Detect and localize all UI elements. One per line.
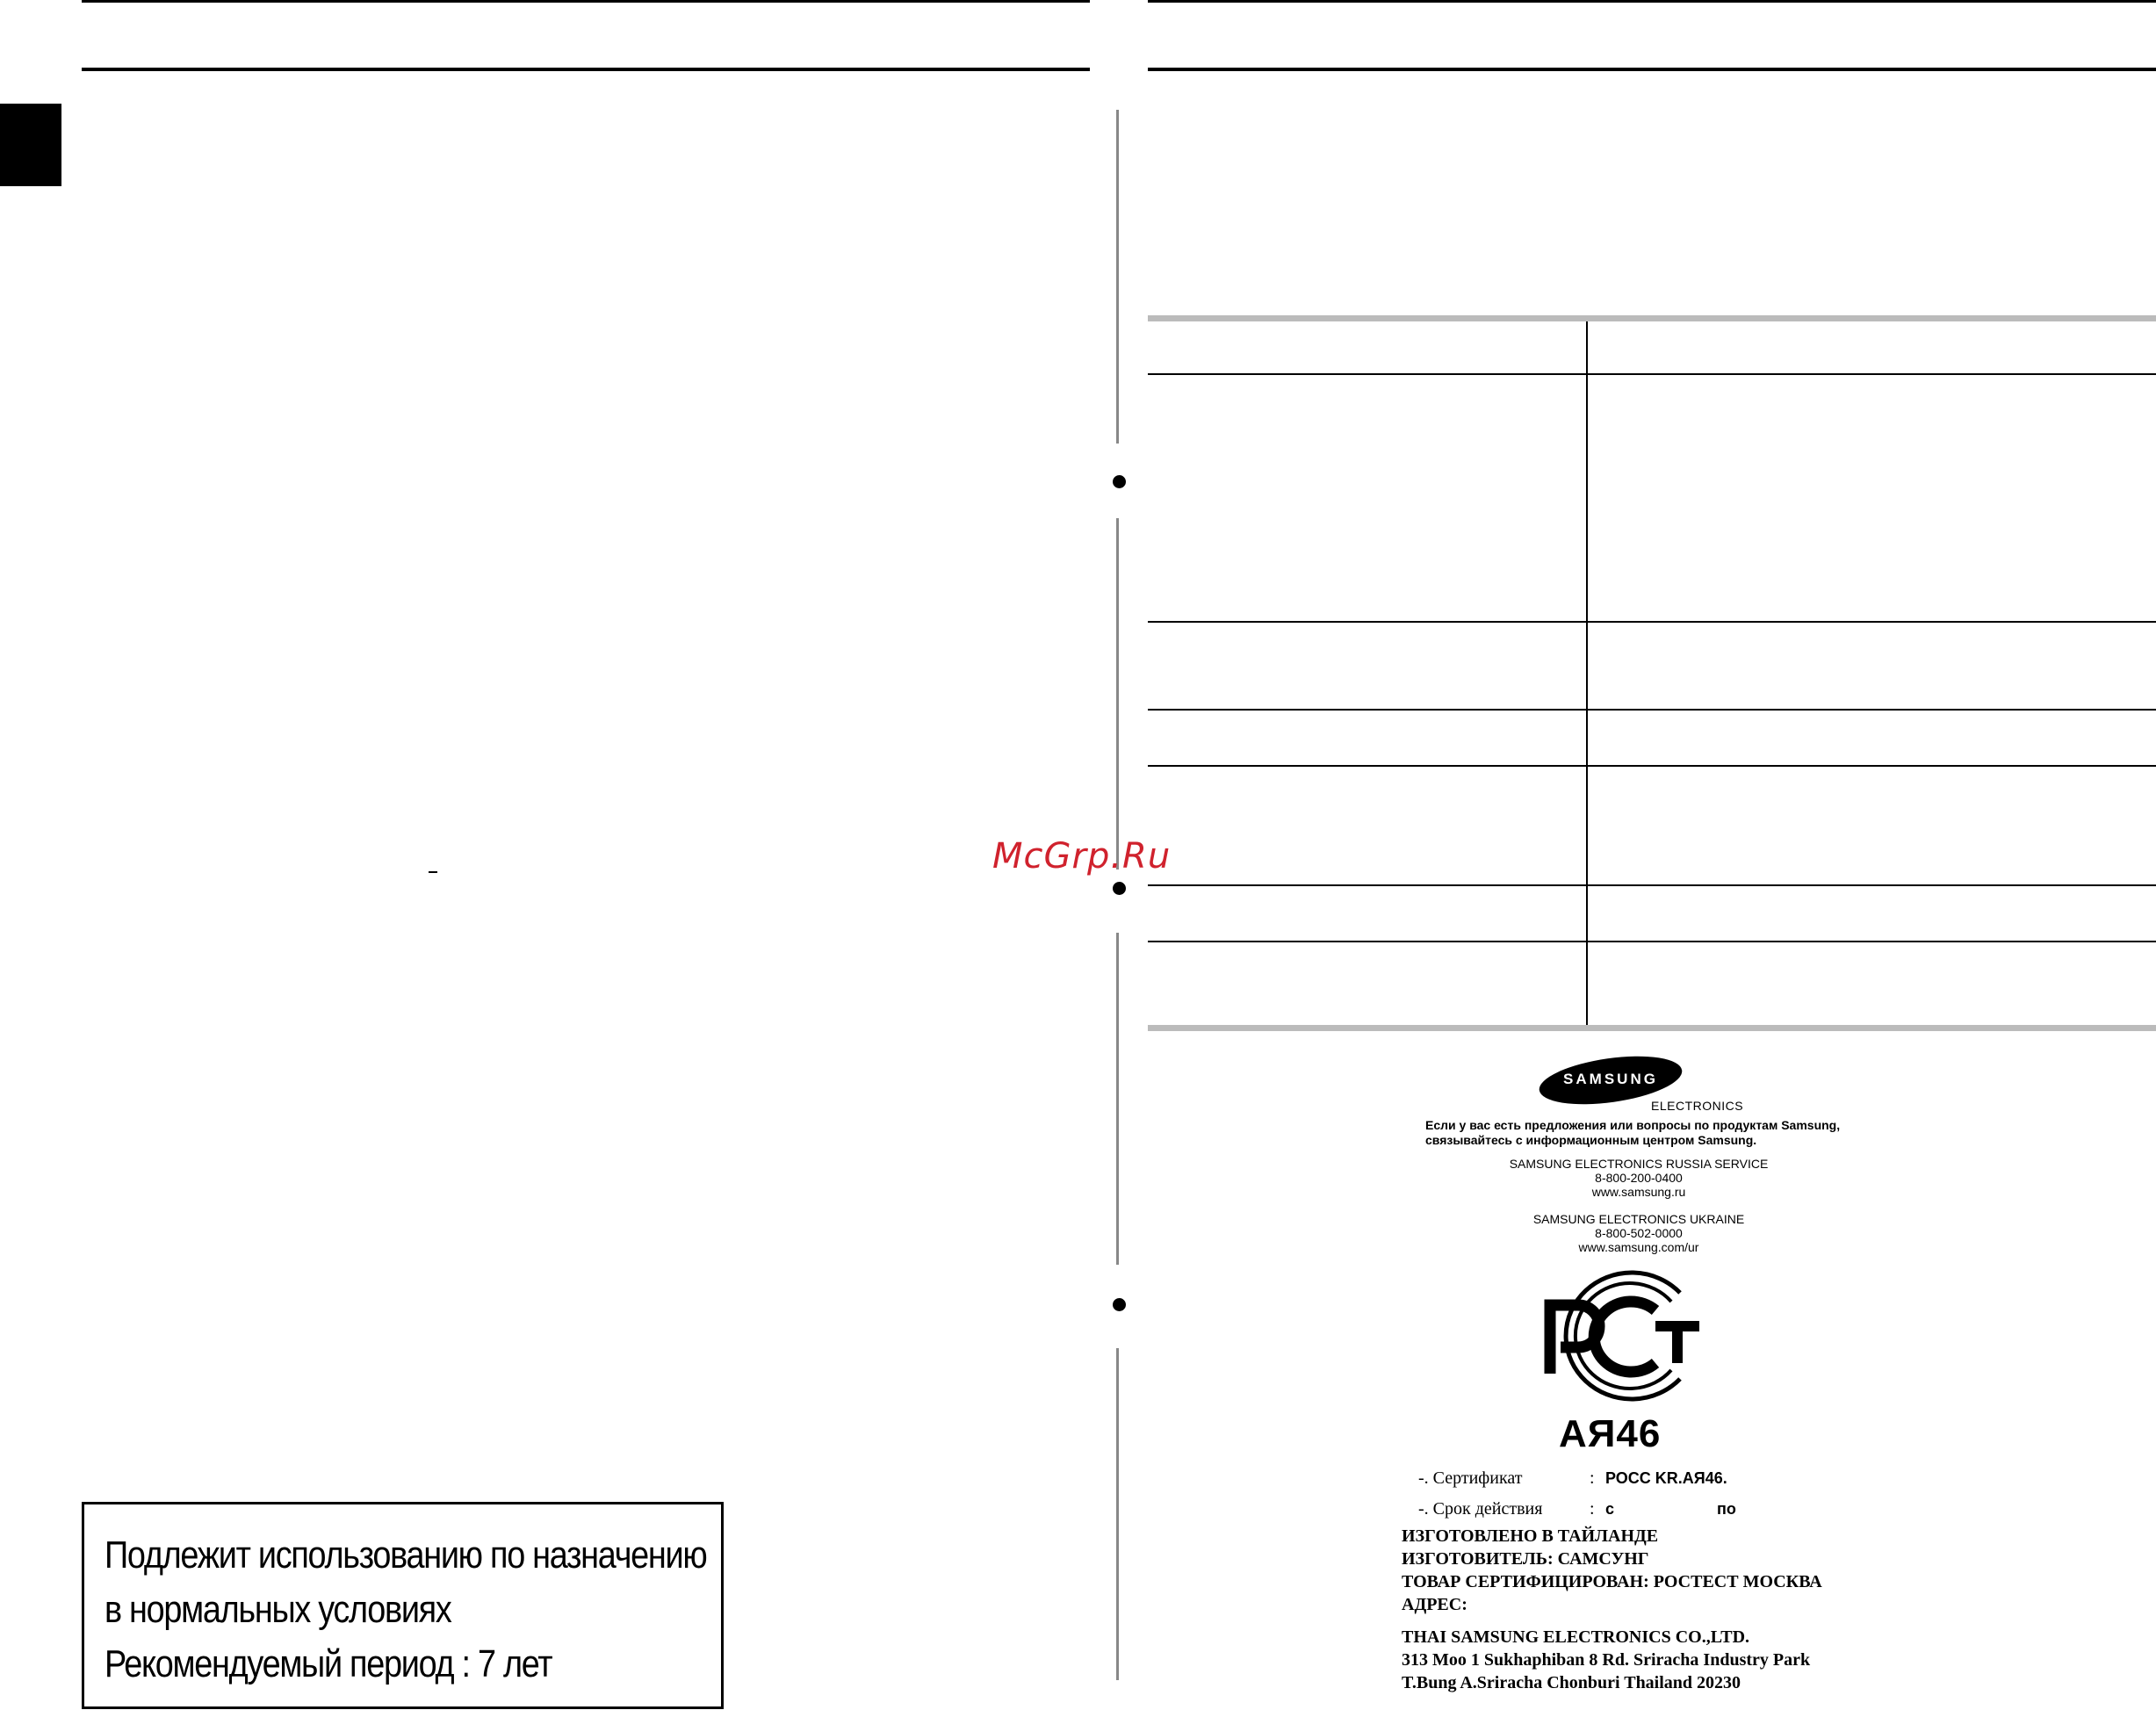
- validity-to: по: [1717, 1500, 1736, 1518]
- right-top-rule-thin: [1148, 0, 2156, 3]
- table-bottom-border: [1148, 1025, 2156, 1031]
- russia-service-block: [1475, 1157, 1802, 1199]
- validity-label: -. Срок действия: [1418, 1499, 1543, 1519]
- binding-divider-3: [1116, 933, 1119, 1265]
- contact-line-1: Если у вас есть предложения или вопросы по продуктам Samsung,: [1425, 1118, 1841, 1132]
- validity-from: с: [1605, 1500, 1615, 1518]
- address-line-3: T.Bung A.Sriracha Chonburi Thailand 20230: [1402, 1673, 1741, 1692]
- address-line-2: 313 Moo 1 Sukhaphiban 8 Rd. Sriracha Industry Park: [1402, 1650, 1811, 1670]
- ukraine-service-name: SAMSUNG ELECTRONICS UKRAINE: [1532, 1212, 1745, 1226]
- validity-sep: :: [1590, 1499, 1595, 1519]
- table-row-line: [1148, 709, 2156, 711]
- russia-service-phone: 8-800-200-0400: [1595, 1171, 1683, 1185]
- manufacturer-block: [1402, 1525, 1822, 1616]
- address-label: АДРЕС:: [1402, 1595, 1467, 1614]
- stray-dash-mark: [429, 871, 437, 873]
- usage-note-line-1: Подлежит использованию по назначению: [105, 1533, 707, 1577]
- made-in-line: ИЗГОТОВЛЕНО В ТАЙЛАНДЕ: [1402, 1526, 1659, 1546]
- ukraine-service-block: [1475, 1212, 1802, 1254]
- certificate-sep: :: [1590, 1468, 1595, 1488]
- table-row-line: [1148, 373, 2156, 375]
- binding-divider-2: [1116, 518, 1119, 869]
- pct-certification-mark: [1524, 1266, 1708, 1407]
- certificate-value: РОСС KR.АЯ46.: [1605, 1469, 1727, 1487]
- certified-line: ТОВАР СЕРТИФИЦИРОВАН: РОСТЕСТ МОСКВА: [1402, 1572, 1822, 1591]
- manufacturer-line: ИЗГОТОВИТЕЛЬ: САМСУНГ: [1402, 1549, 1649, 1569]
- address-block: [1402, 1626, 1810, 1694]
- contact-line-2: связывайтесь с информационным центром Samsung.: [1425, 1133, 1757, 1147]
- table-row-line: [1148, 621, 2156, 623]
- left-top-rule-thin: [82, 0, 1090, 3]
- watermark: McGrp.Ru: [992, 836, 1172, 877]
- binding-divider-4: [1116, 1348, 1119, 1680]
- table-row-line: [1148, 884, 2156, 886]
- russia-service-name: SAMSUNG ELECTRONICS RUSSIA SERVICE: [1509, 1157, 1769, 1171]
- binding-hole-3: [1113, 1298, 1126, 1311]
- binding-hole-2: [1113, 882, 1126, 895]
- usage-note-line-2: в нормальных условиях: [105, 1588, 451, 1631]
- table-column-divider: [1586, 321, 1588, 1027]
- binding-divider-1: [1116, 110, 1119, 444]
- pct-mark-icon: [1524, 1266, 1708, 1407]
- right-header-rule: [1148, 68, 2156, 71]
- address-line-1: THAI SAMSUNG ELECTRONICS CO.,LTD.: [1402, 1627, 1750, 1647]
- samsung-logo-text: SAMSUNG: [1563, 1071, 1658, 1087]
- certificate-label: -. Сертификат: [1418, 1468, 1523, 1488]
- left-header-rule: [82, 68, 1090, 71]
- russia-service-web: www.samsung.ru: [1591, 1185, 1686, 1199]
- binding-hole-1: [1113, 475, 1126, 488]
- table-row-line: [1148, 765, 2156, 767]
- table-top-border: [1148, 315, 2156, 321]
- samsung-electronics-label: ELECTRONICS: [1651, 1099, 1744, 1113]
- section-tab-marker: [0, 104, 61, 186]
- validity-row: [1418, 1499, 1736, 1519]
- table-row-line: [1148, 941, 2156, 942]
- ukraine-service-phone: 8-800-502-0000: [1595, 1226, 1683, 1240]
- usage-note-box: [82, 1502, 724, 1709]
- usage-note-line-3: Рекомендуемый период : 7 лет: [105, 1642, 552, 1685]
- certificate-row: [1418, 1468, 1727, 1489]
- ukraine-service-web: www.samsung.com/ur: [1578, 1240, 1699, 1254]
- certification-code: АЯ46: [1559, 1412, 1662, 1455]
